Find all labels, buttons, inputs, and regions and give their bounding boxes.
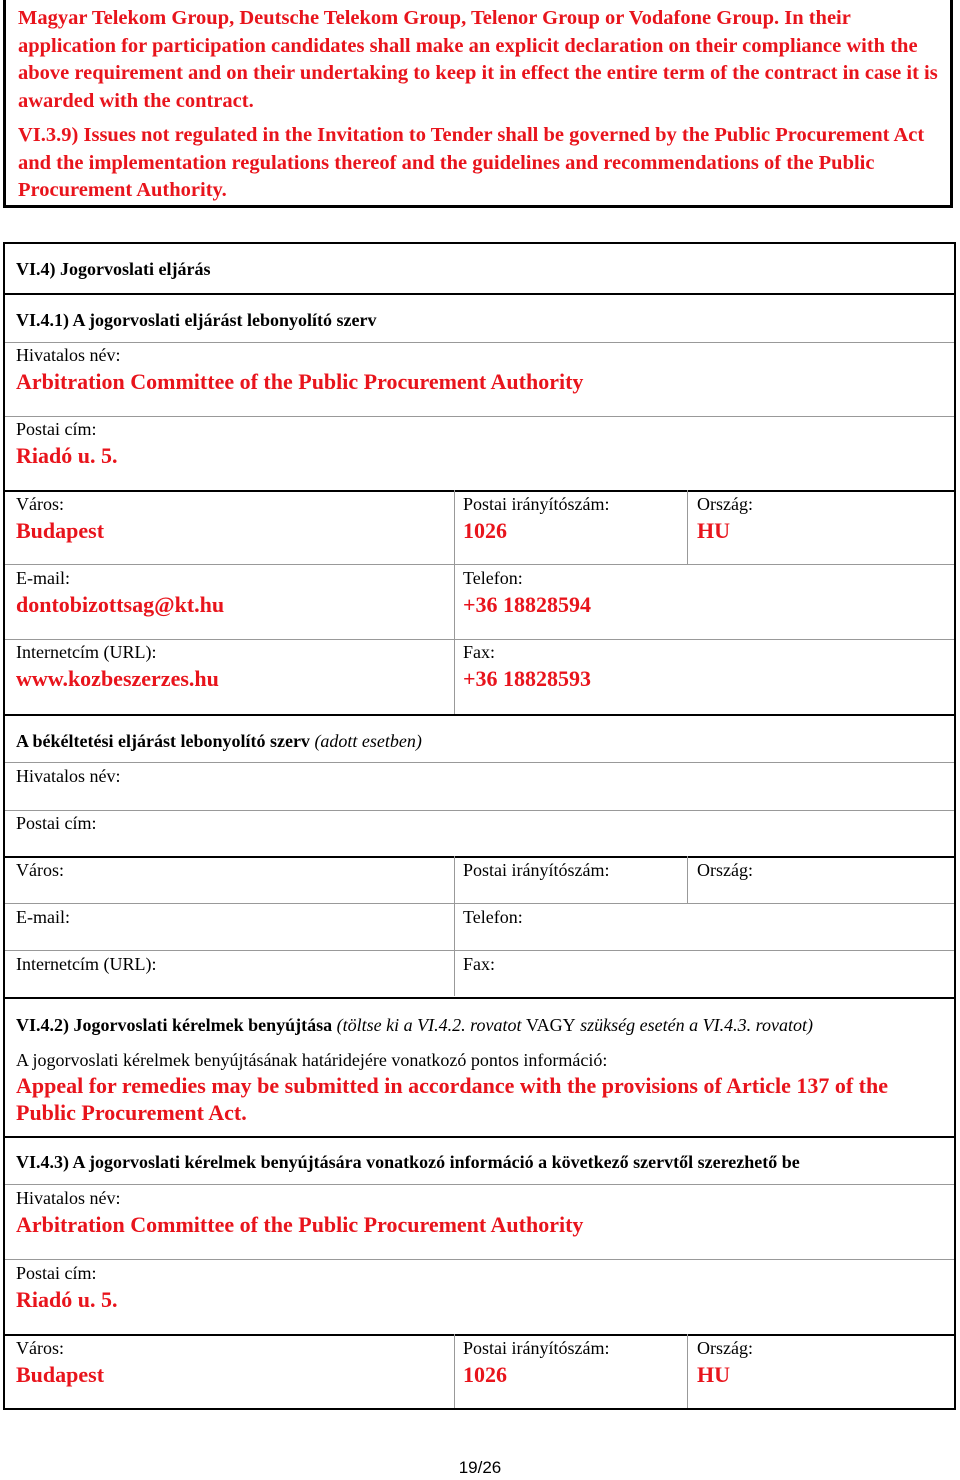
divider bbox=[5, 1334, 954, 1336]
divider bbox=[5, 856, 954, 858]
divider bbox=[5, 1259, 954, 1260]
mediation-phone-label: Telefon: bbox=[463, 907, 523, 927]
divider bbox=[5, 490, 954, 492]
intro-box bbox=[3, 0, 953, 208]
column-divider bbox=[454, 1334, 455, 1408]
info-country-value: HU bbox=[697, 1362, 730, 1387]
mediation-postcode-label: Postai irányítószám: bbox=[463, 860, 610, 880]
divider bbox=[5, 564, 954, 565]
divider bbox=[5, 1136, 954, 1138]
deadline-label: A jogorvoslati kérelmek benyújtásának határidejére vonatkozó pontos információ: bbox=[16, 1050, 608, 1070]
divider bbox=[5, 639, 954, 640]
mediation-heading-note: (adott esetben) bbox=[309, 731, 422, 751]
mediation-postal-address-label: Postai cím: bbox=[16, 813, 97, 833]
phone-value: +36 18828594 bbox=[463, 592, 592, 617]
divider bbox=[5, 950, 954, 951]
info-country-label: Ország: bbox=[697, 1338, 753, 1358]
column-divider bbox=[454, 856, 455, 996]
info-official-name-label: Hivatalos név: bbox=[16, 1188, 121, 1208]
lodging-heading-bold: VI.4.2) Jogorvoslati kérelmek benyújtása bbox=[16, 1015, 333, 1035]
mediation-email-label: E-mail: bbox=[16, 907, 70, 927]
intro-para-text: Issues not regulated in the Invitation to Tender shall be governed by the Public Procurement Act and the implementation regulations thereof and the guidelines and recommendations of the Public Procurement Authority. bbox=[18, 124, 925, 201]
info-postal-address-value: Riadó u. 5. bbox=[16, 1287, 118, 1312]
divider bbox=[5, 762, 954, 763]
divider bbox=[5, 293, 954, 295]
column-divider bbox=[687, 490, 688, 565]
info-postcode-value: 1026 bbox=[463, 1362, 507, 1387]
mediation-heading-text: A békéltetési eljárást lebonyolító szerv bbox=[16, 731, 310, 751]
lodging-heading-note-1: (töltse ki a VI.4.2. rovatot bbox=[332, 1015, 526, 1035]
country-label: Ország: bbox=[697, 494, 753, 514]
official-name-label: Hivatalos név: bbox=[16, 345, 121, 365]
info-postal-address-label: Postai cím: bbox=[16, 1263, 97, 1283]
info-city-value: Budapest bbox=[16, 1362, 105, 1387]
fax-value: +36 18828593 bbox=[463, 666, 592, 691]
city-label: Város: bbox=[16, 494, 64, 514]
postcode-value: 1026 bbox=[463, 518, 507, 543]
url-label: Internetcím (URL): bbox=[16, 642, 157, 662]
email-label: E-mail: bbox=[16, 568, 70, 588]
info-service-heading: VI.4.3) A jogorvoslati kérelmek benyújtására vonatkozó információ a következő szervtől szerezhető be bbox=[16, 1152, 800, 1172]
phone-label: Telefon: bbox=[463, 568, 523, 588]
postal-address-label: Postai cím: bbox=[16, 419, 97, 439]
lodging-heading-note-2: szükség esetén a VI.4.3. rovatot) bbox=[575, 1015, 813, 1035]
divider bbox=[5, 416, 954, 417]
intro-paragraph: Magyar Telekom Group, Deutsche Telekom Group, Telenor Group or Vodafone Group. In their application for participation candidates shall make an explicit declaration on their compliance with the above requirement and on their undertaking to keep it in effect the entire term of the contract in case it is awarded with the contract. bbox=[18, 7, 938, 112]
page-number: 19/26 bbox=[458, 1458, 502, 1477]
country-value: HU bbox=[697, 518, 730, 543]
postcode-label: Postai irányítószám: bbox=[463, 494, 610, 514]
mediation-url-label: Internetcím (URL): bbox=[16, 954, 157, 974]
review-procedures-form bbox=[3, 242, 956, 1410]
postal-address-value: Riadó u. 5. bbox=[16, 443, 118, 468]
divider bbox=[5, 342, 954, 343]
lodging-heading bbox=[16, 1015, 813, 1036]
column-divider bbox=[454, 490, 455, 715]
intro-paragraph-vi-3-9 bbox=[6, 122, 950, 205]
review-body-heading: VI.4.1) A jogorvoslati eljárást lebonyolító szerv bbox=[16, 310, 377, 330]
mediation-body-heading bbox=[16, 731, 422, 752]
fax-label: Fax: bbox=[463, 642, 496, 662]
info-official-name-value: Arbitration Committee of the Public Procurement Authority bbox=[16, 1212, 584, 1237]
mediation-city-label: Város: bbox=[16, 860, 64, 880]
info-postcode-label: Postai irányítószám: bbox=[463, 1338, 610, 1358]
column-divider bbox=[687, 1334, 688, 1408]
mediation-official-name-label: Hivatalos név: bbox=[16, 766, 121, 786]
divider bbox=[5, 714, 954, 716]
divider bbox=[5, 997, 954, 999]
column-divider bbox=[687, 856, 688, 903]
divider bbox=[5, 903, 954, 904]
section-title: VI.4) Jogorvoslati eljárás bbox=[16, 259, 211, 279]
intro-para-number: VI.3.9) bbox=[18, 124, 79, 146]
url-value: www.kozbeszerzes.hu bbox=[16, 666, 219, 691]
divider bbox=[5, 810, 954, 811]
city-value: Budapest bbox=[16, 518, 105, 543]
info-city-label: Város: bbox=[16, 1338, 64, 1358]
mediation-fax-label: Fax: bbox=[463, 954, 496, 974]
email-value: dontobizottsag@kt.hu bbox=[16, 592, 225, 617]
divider bbox=[5, 1184, 954, 1185]
mediation-country-label: Ország: bbox=[697, 860, 753, 880]
deadline-text: Appeal for remedies may be submitted in accordance with the provisions of Article 137 of the Public Procurement Act. bbox=[16, 1073, 888, 1125]
lodging-heading-or: VAGY bbox=[525, 1015, 576, 1035]
official-name-value: Arbitration Committee of the Public Procurement Authority bbox=[16, 369, 584, 394]
